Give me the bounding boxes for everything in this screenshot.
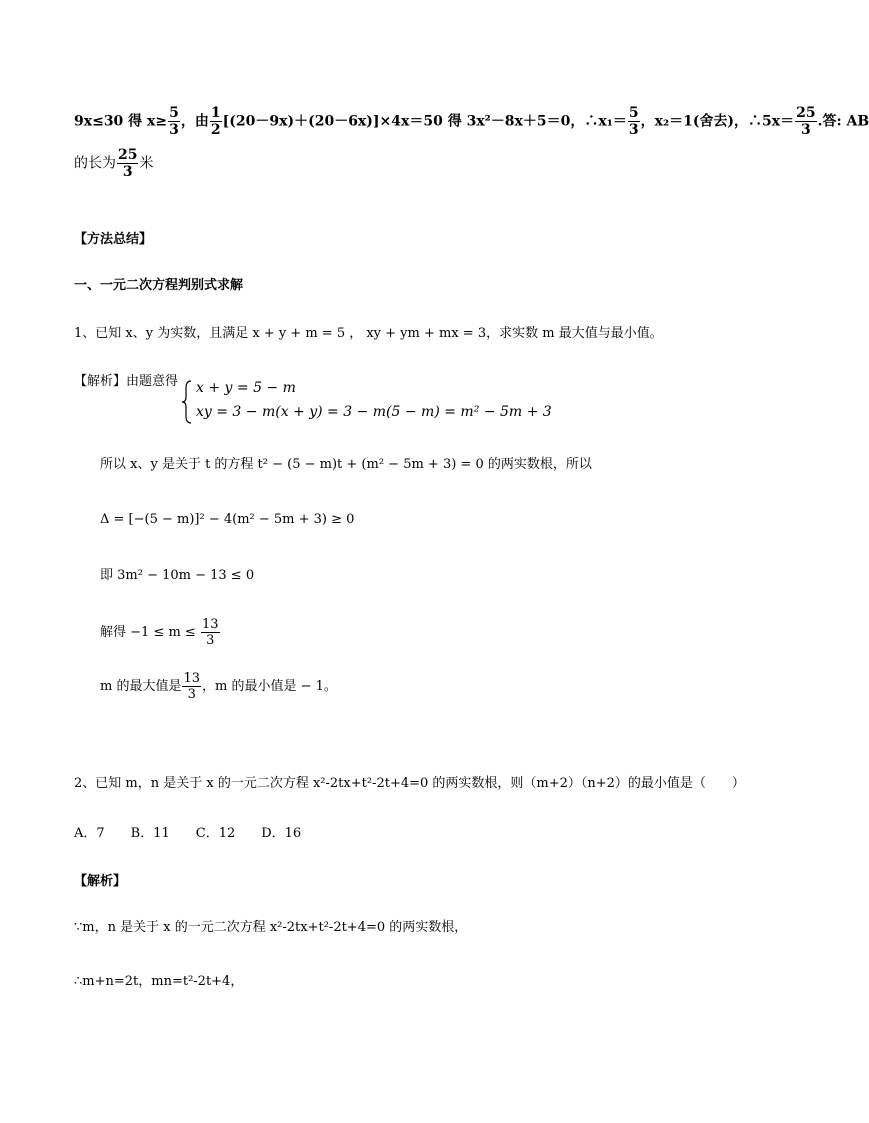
solution-text: 解得 −1 ≤ m ≤	[100, 625, 196, 640]
problem-1-solution	[100, 618, 221, 647]
fraction-13-3	[201, 618, 220, 647]
fraction-25-3	[795, 106, 816, 137]
conclusion-text-a: m 的最大值是	[100, 679, 182, 694]
problem-1-analysis-label: 【解析】由题意得	[74, 374, 179, 389]
fraction-denominator: 3	[187, 687, 196, 702]
fraction-denominator: 3	[206, 633, 215, 648]
method-summary-heading: 【方法总结】	[74, 232, 153, 247]
intro-text-d: ，x₂＝1(舍去)，∴5x＝	[640, 113, 795, 130]
intro-text-c: [(20－9x)＋(20－6x)]×4x＝50 得 3x²－8x＋5＝0，∴x₁＝	[222, 113, 627, 130]
problem-1-discriminant: Δ = [−(5 − m)]² − 4(m² − 5m + 3) ≥ 0	[100, 512, 355, 527]
fraction-numerator: 13	[201, 617, 219, 632]
fraction-numerator: 5	[628, 105, 639, 121]
intro-text-f: 的长为	[74, 155, 116, 172]
section-heading: 一、一元二次方程判别式求解	[74, 278, 244, 293]
fraction-numerator: 1	[210, 105, 221, 121]
conclusion-text-b: ，m 的最小值是 − 1。	[202, 679, 337, 694]
system-equation-2: xy = 3 − m(x + y) = 3 − m(5 − m) = m² − 5m + 3	[196, 404, 552, 420]
problem-1-conclusion	[100, 672, 337, 701]
problem-1-line-3: 所以 x、y 是关于 t 的方程 t² − (5 − m)t + (m² − 5m + 3) = 0 的两实数根，所以	[100, 457, 592, 472]
problem-2-options: A．7 B．11 C．12 D．16	[74, 826, 302, 841]
problem-1-statement: 1、已知 x、y 为实数，且满足 x + y + m = 5 ， xy + ym + mx = 3，求实数 m 最大值与最小值。	[74, 326, 663, 341]
fraction-5-3	[168, 106, 180, 137]
fraction-denominator: 3	[801, 122, 811, 138]
fraction-denominator: 3	[628, 122, 639, 138]
problem-2-line-1: ∵m，n 是关于 x 的一元二次方程 x²-2tx+t²-2t+4=0 的两实数根，	[74, 920, 468, 935]
fraction-25-3-b	[117, 148, 138, 179]
intro-line-1	[74, 106, 869, 137]
intro-text-b: ，由	[180, 113, 209, 130]
intro-text-a: 9x≤30 得 x≥	[74, 113, 168, 130]
system-equation-1: x + y = 5 − m	[196, 380, 296, 396]
fraction-denominator: 3	[169, 122, 179, 138]
problem-2-line-2: ∴m+n=2t，mn=t²-2t+4，	[74, 974, 244, 989]
fraction-1-2	[210, 106, 222, 137]
intro-text-g: 米	[139, 155, 154, 172]
fraction-numerator: 5	[169, 105, 179, 121]
fraction-numerator: 13	[183, 671, 201, 686]
fraction-denominator: 2	[210, 122, 221, 138]
fraction-5-3-b	[628, 106, 640, 137]
problem-1-inequality: 即 3m² − 10m − 13 ≤ 0	[100, 568, 255, 583]
fraction-numerator: 25	[796, 105, 816, 121]
intro-text-e: .答: AB	[817, 113, 869, 130]
fraction-13-3-b	[182, 672, 201, 701]
intro-line-2	[74, 148, 153, 179]
fraction-denominator: 3	[122, 164, 133, 180]
fraction-numerator: 25	[118, 147, 138, 163]
left-brace-icon	[182, 380, 192, 424]
problem-2-statement: 2、已知 m，n 是关于 x 的一元二次方程 x²-2tx+t²-2t+4=0 的两实数根，则（m+2）（n+2）的最小值是（ ）	[74, 776, 745, 791]
problem-2-analysis-label: 【解析】	[74, 874, 127, 889]
